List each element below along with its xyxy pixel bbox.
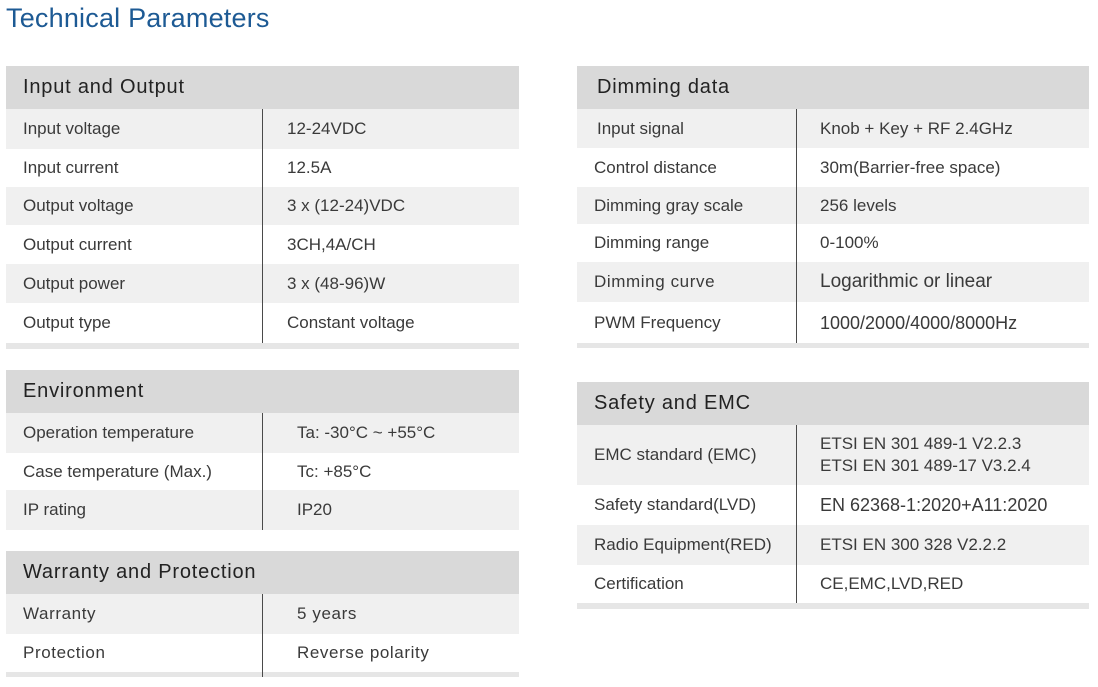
param-label: Input signal bbox=[597, 118, 684, 138]
column-divider bbox=[262, 413, 263, 530]
param-label: Input voltage bbox=[23, 119, 121, 138]
param-value: Ta: -30°C ~ +55°C bbox=[297, 423, 436, 442]
table-row bbox=[577, 525, 1089, 565]
param-label: Safety standard(LVD) bbox=[594, 495, 757, 514]
param-value: IP20 bbox=[297, 500, 332, 519]
param-value: EN 62368-1:2020+A11:2020 bbox=[820, 495, 1048, 515]
param-label: EMC standard (EMC) bbox=[594, 445, 757, 464]
param-value: 12.5A bbox=[287, 158, 332, 177]
warranty-table bbox=[6, 551, 519, 677]
param-label: Output power bbox=[23, 273, 126, 293]
table-header: Warranty and Protection bbox=[6, 551, 519, 594]
param-label: Output current bbox=[23, 234, 132, 254]
param-value-line: ETSI EN 301 489-17 V3.2.4 bbox=[820, 456, 1031, 475]
param-value: Constant voltage bbox=[287, 313, 415, 332]
input-output-table bbox=[6, 66, 519, 349]
column-divider bbox=[262, 109, 263, 343]
table-row bbox=[577, 565, 1089, 603]
column-divider bbox=[796, 425, 797, 603]
param-label: Warranty bbox=[23, 604, 97, 623]
param-value: Reverse polarity bbox=[297, 643, 430, 662]
table-bottom-bar bbox=[577, 343, 1089, 348]
table-bottom-bar bbox=[577, 603, 1089, 609]
table-header: Input and Output bbox=[6, 66, 519, 109]
table-header: Environment bbox=[6, 370, 519, 413]
param-label: IP rating bbox=[23, 500, 87, 519]
param-value: ETSI EN 300 328 V2.2.2 bbox=[820, 535, 1007, 554]
param-value-line: ETSI EN 301 489-1 V2.2.3 bbox=[820, 434, 1022, 453]
param-label: Certification bbox=[594, 574, 684, 593]
table-header: Dimming data bbox=[577, 66, 1089, 109]
table-row bbox=[577, 109, 1089, 148]
table-header: Safety and EMC bbox=[577, 382, 1089, 425]
param-label: Input current bbox=[23, 158, 119, 177]
param-value: 5 years bbox=[297, 604, 357, 623]
param-value: 3 x (48-96)W bbox=[287, 273, 386, 293]
param-value: 12-24VDC bbox=[287, 119, 367, 138]
param-value: 256 levels bbox=[820, 195, 897, 215]
param-label: Operation temperature bbox=[23, 423, 195, 442]
param-value: Knob + Key + RF 2.4GHz bbox=[820, 118, 1013, 138]
param-label: Dimming range bbox=[594, 233, 710, 252]
param-label: Dimming gray scale bbox=[594, 195, 744, 215]
param-value: 3CH,4A/CH bbox=[287, 234, 376, 254]
param-label: Dimming curve bbox=[594, 272, 716, 291]
param-value: 3 x (12-24)VDC bbox=[287, 196, 406, 215]
param-label: Protection bbox=[23, 643, 106, 662]
param-label: Output type bbox=[23, 313, 111, 332]
dimming-table bbox=[577, 66, 1089, 348]
param-value: Logarithmic or linear bbox=[820, 271, 993, 292]
param-label: PWM Frequency bbox=[594, 312, 721, 332]
column-divider bbox=[262, 594, 263, 677]
param-label: Control distance bbox=[594, 157, 717, 177]
table-row bbox=[577, 425, 1089, 485]
safety-emc-table bbox=[577, 382, 1089, 609]
param-value: 0-100% bbox=[820, 233, 879, 252]
param-label: Case temperature (Max.) bbox=[23, 461, 212, 481]
table-row bbox=[577, 485, 1089, 525]
param-value: 1000/2000/4000/8000Hz bbox=[820, 312, 1018, 333]
param-label: Output voltage bbox=[23, 196, 134, 215]
table-row bbox=[577, 302, 1089, 343]
table-row bbox=[577, 187, 1089, 224]
table-bottom-bar bbox=[6, 343, 519, 349]
param-value: CE,EMC,LVD,RED bbox=[820, 574, 964, 593]
param-value: 30m(Barrier-free space) bbox=[820, 157, 1001, 177]
param-value bbox=[820, 425, 1031, 485]
param-label: Radio Equipment(RED) bbox=[594, 535, 772, 554]
table-row bbox=[577, 148, 1089, 187]
column-divider bbox=[796, 109, 797, 343]
table-row bbox=[577, 224, 1089, 262]
environment-table bbox=[6, 370, 519, 530]
table-row bbox=[577, 262, 1089, 302]
param-value: Tc: +85°C bbox=[297, 461, 372, 481]
page-title: Technical Parameters bbox=[6, 3, 270, 33]
